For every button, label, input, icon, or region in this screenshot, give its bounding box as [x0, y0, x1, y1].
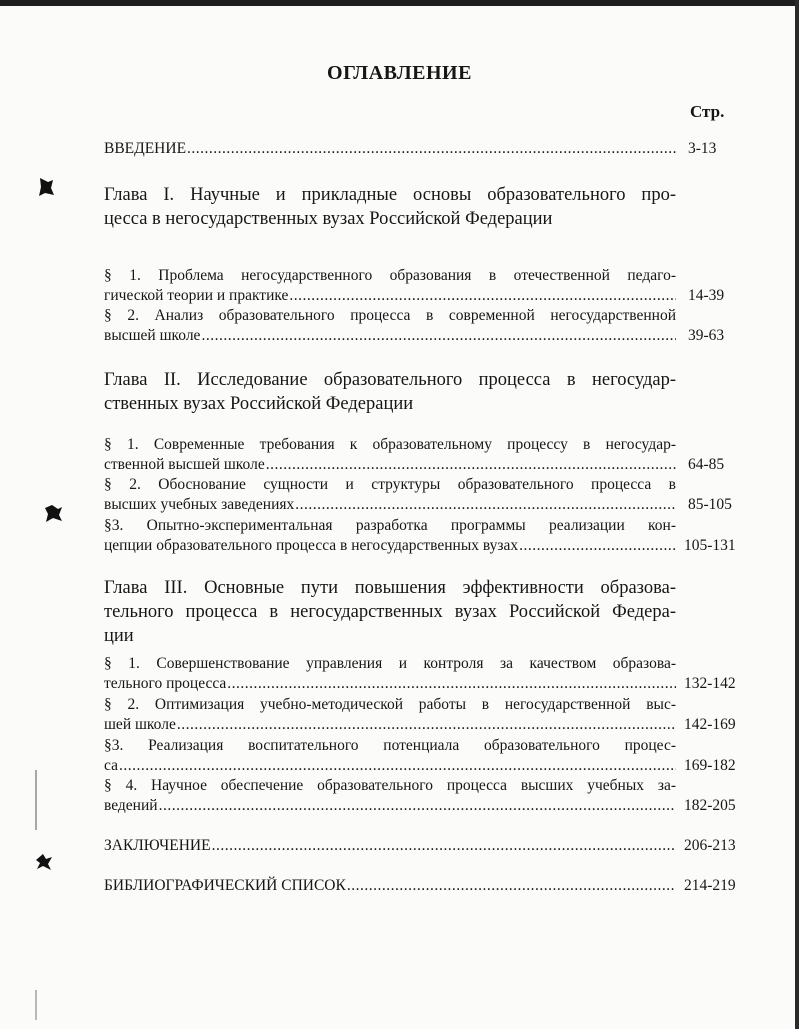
dot-leader — [295, 495, 676, 515]
toc-page-number: 132-142 — [684, 675, 736, 692]
dot-leader — [119, 756, 676, 776]
toc-page-number: 14-39 — [688, 287, 725, 304]
scan-edge-top — [0, 0, 799, 6]
dot-leader — [177, 715, 676, 735]
section-line[interactable]: цепции образовательного процесса в негосударственных вузах ..... — [104, 536, 676, 556]
toc-title: ОГЛАВЛЕНИЕ — [327, 62, 472, 84]
dot-leader — [159, 796, 676, 816]
section-line[interactable]: ственной высшей школе ..... — [104, 455, 676, 475]
dot-leader — [201, 326, 676, 346]
section-line[interactable]: тельного процесса ..... — [104, 674, 676, 694]
chapter-heading-line[interactable]: тельного процесса в негосударственных вузах Российской Федера- — [104, 602, 676, 622]
chapter-heading-line[interactable]: Глава III. Основные пути повышения эффективности образова- — [104, 578, 676, 598]
toc-page-number: 182-205 — [684, 797, 736, 814]
dot-leader — [212, 836, 676, 856]
dot-leader — [187, 139, 676, 159]
scan-streak-mark — [34, 990, 38, 1020]
section-line[interactable]: § 1. Проблема негосударственного образования в отечественной педаго- — [104, 267, 676, 284]
section-line[interactable]: §3. Опытно-экспериментальная разработка программы реализации кон- — [104, 517, 676, 534]
section-line[interactable]: § 4. Научное обеспечение образовательного процесса высших учебных за- — [104, 777, 676, 794]
section-line[interactable]: ведений ..... — [104, 796, 676, 816]
toc-page-number: 142-169 — [684, 716, 736, 733]
toc-page-number: 3-13 — [688, 140, 717, 157]
toc-page-number: 64-85 — [688, 456, 725, 473]
section-line[interactable]: § 2. Оптимизация учебно-методической работы в негосударственной выс- — [104, 696, 676, 713]
section-line[interactable]: са ..... — [104, 756, 676, 776]
toc-entry-bibliography[interactable]: БИБЛИОГРАФИЧЕСКИЙ СПИСОК ..... — [104, 876, 676, 896]
section-line[interactable]: гической теории и практике ..... — [104, 286, 676, 306]
section-line[interactable]: § 2. Анализ образовательного процесса в современной негосударственной — [104, 307, 676, 324]
chapter-heading-line[interactable]: ции — [104, 626, 134, 646]
chapter-heading-line[interactable]: цесса в негосударственных вузах Российской Федерации — [104, 209, 553, 229]
toc-page-number: 85-105 — [688, 496, 732, 513]
dot-leader — [266, 455, 676, 475]
toc-page-number: 169-182 — [684, 757, 736, 774]
chapter-heading-line[interactable]: Глава I. Научные и прикладные основы образовательного про- — [104, 185, 676, 205]
toc-page-number: 105-131 — [684, 537, 736, 554]
toc-entry-introduction[interactable]: ВВЕДЕНИЕ ..... — [104, 139, 676, 159]
section-line[interactable]: шей школе ..... — [104, 715, 676, 735]
chapter-heading-line[interactable]: Глава II. Исследование образовательного процесса в негосудар- — [104, 370, 676, 390]
scan-speck-mark — [36, 176, 56, 198]
scan-speck-mark — [42, 503, 64, 525]
section-line[interactable]: § 1. Совершенствование управления и контроля за качеством образова- — [104, 655, 676, 672]
dot-leader — [519, 536, 676, 556]
section-line[interactable]: высшей школе ..... — [104, 326, 676, 346]
section-line[interactable]: §3. Реализация воспитательного потенциала образовательного процес- — [104, 737, 676, 754]
section-line[interactable]: высших учебных заведениях ..... — [104, 495, 676, 515]
scan-speck-mark — [34, 852, 54, 872]
section-line[interactable]: § 2. Обоснование сущности и структуры образовательного процесса в — [104, 476, 676, 493]
toc-page-number: 206-213 — [684, 837, 736, 854]
chapter-heading-line[interactable]: ственных вузах Российской Федерации — [104, 394, 414, 414]
toc-page-number: 214-219 — [684, 877, 736, 894]
scan-streak-mark — [34, 770, 38, 830]
page-column-header: Стр. — [690, 102, 725, 121]
toc-page-number: 39-63 — [688, 327, 725, 344]
scan-edge-right — [795, 0, 799, 1029]
section-line[interactable]: § 1. Современные требования к образовательному процессу в негосудар- — [104, 436, 676, 453]
dot-leader — [289, 286, 676, 306]
dot-leader — [347, 876, 676, 896]
toc-entry-conclusion[interactable]: ЗАКЛЮЧЕНИЕ ..... — [104, 836, 676, 856]
dot-leader — [227, 674, 676, 694]
